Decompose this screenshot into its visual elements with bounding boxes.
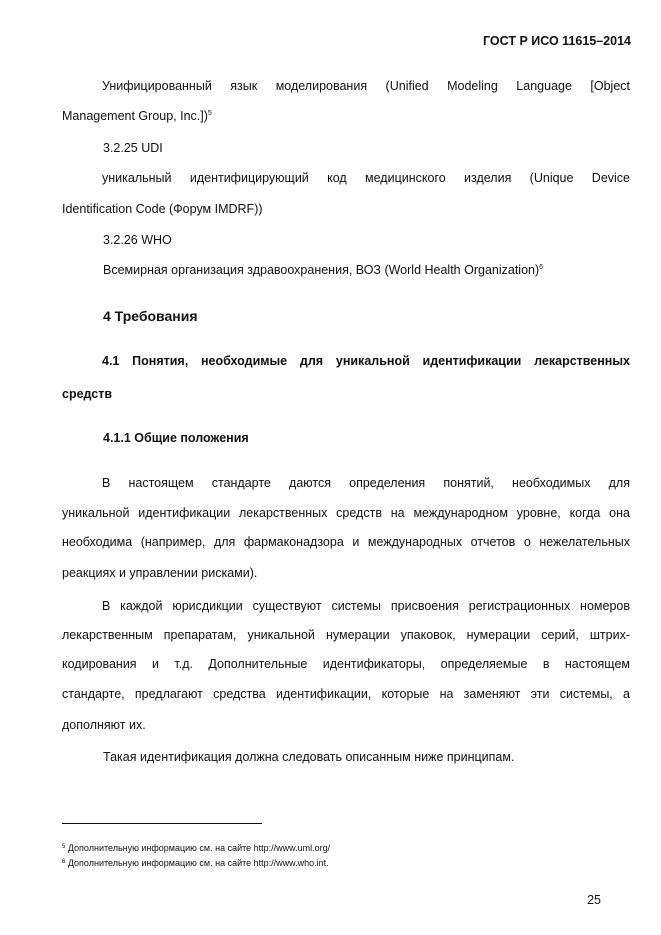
p2-text3: кодирования и т.д. Дополнительные идентификаторы, определяемые в настоящем [62, 657, 630, 671]
p1-text1: В настоящем стандарте даются определения понятий, необходимых для [102, 476, 630, 490]
who-definition-text: Всемирная организация здравоохранения, ВОЗ (World Health Organization) [103, 263, 540, 277]
udi-definition-text1: уникальный идентифицирующий код медицинского изделия (Unique Device [102, 171, 630, 185]
paragraph-3: Такая идентификация должна следовать описанным ниже принципам. [103, 750, 515, 764]
uml-definition-text2: Management Group, Inc.]) [62, 109, 208, 123]
footnote-5 [62, 843, 330, 853]
footnote-separator [62, 823, 262, 824]
subsection-4-1-title-line1 [62, 347, 630, 376]
paragraph-1-line4: реакциях и управлении рисками). [62, 566, 258, 580]
udi-definition-line2: Identification Code (Форум IMDRF)) [62, 202, 263, 216]
p2-text2: лекарственным препаратам, уникальной нумерации упаковок, нумерации серий, штрих- [62, 628, 630, 642]
standard-code-header: ГОСТ Р ИСО 11615–2014 [482, 34, 631, 48]
paragraph-1-line1 [62, 469, 630, 498]
subsection-4-1-text1: 4.1 Понятия, необходимые для уникальной идентификации лекарственных [102, 354, 630, 368]
p1-text3: необходима (например, для фармаконадзора и международных отчетов о нежелательных [62, 535, 630, 549]
footnote-ref-5: 5 [207, 110, 212, 117]
footnote-5-mark: 5 [62, 844, 66, 850]
uml-definition-line1 [62, 72, 630, 101]
footnote-6 [62, 858, 329, 868]
page-number: 25 [587, 893, 601, 907]
paragraph-2-line3 [62, 650, 630, 679]
footnote-5-text: Дополнительную информацию см. на сайте http://www.uml.org/ [67, 843, 331, 853]
paragraph-2-line4 [62, 680, 630, 709]
p2-text1: В каждой юрисдикции существуют системы присвоения регистрационных номеров [102, 599, 630, 613]
paragraph-2-line1 [62, 592, 630, 621]
term-who-heading: 3.2.26 WHO [103, 233, 172, 247]
who-definition [103, 263, 543, 277]
paragraph-1-line2 [62, 499, 630, 528]
footnote-ref-6: 6 [539, 264, 544, 271]
footnote-6-mark: 6 [62, 859, 66, 865]
footnote-6-text: Дополнительную информацию см. на сайте http://www.who.int. [67, 858, 329, 868]
term-udi-heading: 3.2.25 UDI [103, 141, 163, 155]
uml-definition-text1: Унифицированный язык моделирования (Unified Modeling Language [Object [102, 79, 630, 93]
p2-text4: стандарте, предлагают средства идентификации, которые на заменяют эти системы, а [62, 687, 630, 701]
subsection-4-1-title-line2: средств [62, 387, 113, 401]
uml-definition-line2 [62, 109, 212, 123]
p1-text2: уникальной идентификации лекарственных средств на международном уровне, когда она [62, 506, 630, 520]
paragraph-2-line5: дополняют их. [62, 718, 146, 732]
paragraph-2-line2 [62, 621, 630, 650]
subsection-4-1-1-title: 4.1.1 Общие положения [103, 431, 249, 445]
udi-definition-line1 [62, 164, 630, 193]
paragraph-1-line3 [62, 528, 630, 557]
section-4-title: 4 Требования [103, 308, 198, 324]
